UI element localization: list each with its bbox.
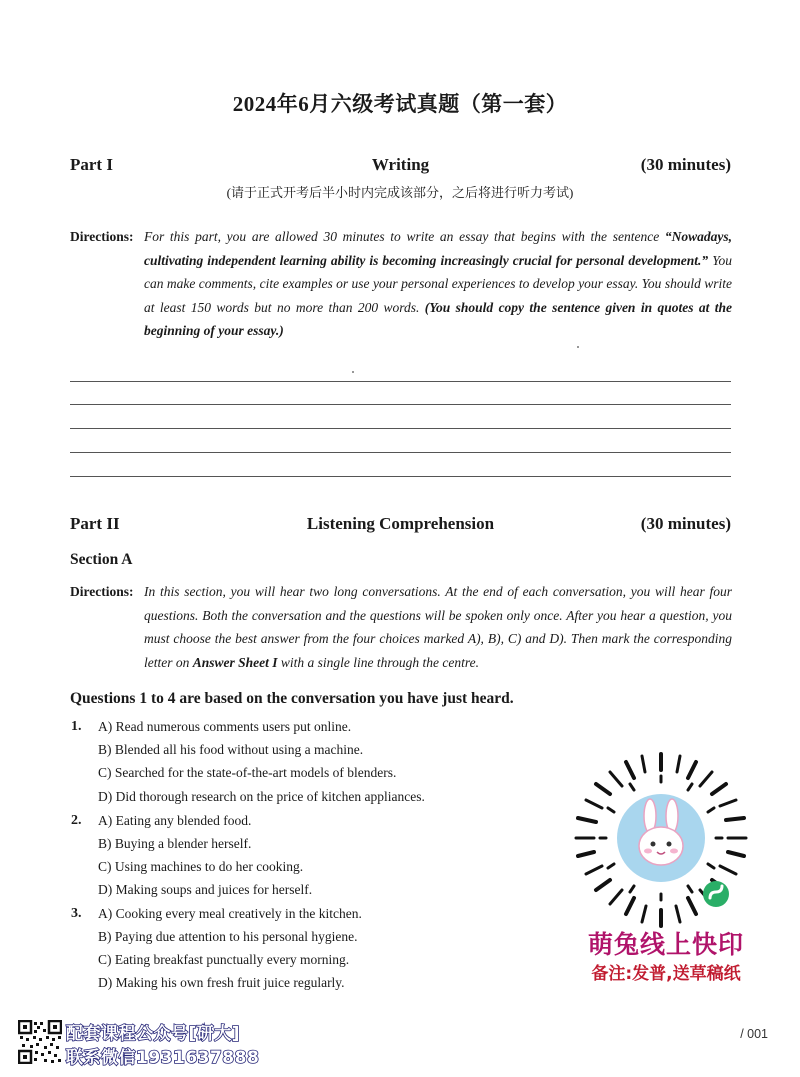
promo-note: 备注:发普,送草稿纸 (591, 964, 741, 984)
writing-line (70, 381, 731, 382)
question-option: B) Blended all his food without using a machine. (98, 742, 364, 757)
part1-header (70, 155, 731, 179)
part2-header (70, 514, 731, 538)
part2-directions (144, 580, 732, 674)
writing-line (70, 404, 731, 405)
question-option: B) Buying a blender herself. (98, 836, 252, 851)
mini-program-code-icon (568, 748, 754, 934)
part1-note: (请于正式开考后半小时内完成该部分，之后将进行听力考试) (226, 185, 574, 200)
footer-wechat-contact: 联系微信1931637888 (66, 1048, 260, 1068)
questions-heading: Questions 1 to 4 are based on the conversation you have just heard. (70, 690, 514, 707)
question-option: C) Eating breakfast punctually every morning. (98, 952, 350, 967)
part2-directions-text-2: with a single line through the centre. (277, 654, 480, 670)
question-option: D) Did thorough research on the price of kitchen appliances. (98, 789, 425, 804)
question-option: C) Using machines to do her cooking. (98, 859, 304, 874)
question-number: 3. (71, 906, 82, 921)
part2-label: Part II (70, 514, 120, 533)
section-title: Section A (70, 551, 133, 568)
writing-line (70, 476, 731, 477)
writing-line (70, 428, 731, 429)
part1-directions-quote: “Nowadays, cultivating independent learning ability is becoming increasingly crucial for personal development.” (144, 229, 732, 268)
part2-directions-bold: Answer Sheet I (192, 654, 278, 670)
part1-directions (144, 225, 732, 343)
question-number: 2. (71, 813, 82, 828)
part1-name: Writing (371, 155, 430, 174)
footer-qr-code[interactable] (18, 1020, 62, 1064)
question-option: A) Cooking every meal creatively in the kitchen. (98, 906, 362, 921)
part1-directions-text-2: You can make comments, cite examples or use your personal experiences to develop your essay. You should write at least 150 words but no more than 200 words. (144, 252, 732, 315)
part2-directions-label: Directions: (70, 584, 134, 599)
part1-directions-bold: (You should copy the sentence given in quotes at the beginning of your essay.) (144, 299, 732, 338)
question-option: C) Searched for the state-of-the-art models of blenders. (98, 765, 397, 780)
page-number: / 001 (740, 1027, 768, 1041)
part1-directions-text-1: For this part, you are allowed 30 minutes to write an essay that begins with the sentence (144, 229, 665, 244)
footer-course-account: 配套课程公众号[研大] (66, 1024, 241, 1044)
question-option: D) Making his own fresh fruit juice regularly. (98, 975, 345, 990)
part2-name: Listening Comprehension (306, 514, 495, 533)
question-option: D) Making soups and juices for herself. (98, 882, 313, 897)
writing-line (70, 452, 731, 453)
promo-title: 萌兔线上快印 (587, 930, 744, 959)
question-option: B) Paying due attention to his personal hygiene. (98, 929, 358, 944)
page-title: 2024年6月六级考试真题（第一套） (232, 92, 568, 116)
question-option: A) Read numerous comments users put online. (98, 719, 352, 734)
part1-time: (30 minutes) (640, 155, 731, 174)
part2-time: (30 minutes) (640, 514, 731, 533)
mini-program-code[interactable] (568, 748, 754, 934)
qr-code-icon (18, 1020, 62, 1064)
part1-directions-label: Directions: (70, 229, 134, 244)
part2-directions-text-1: In this section, you will hear two long conversations. At the end of each conversation, you will hear four questions. Both the conversation and the questions will be spoken only once. After you hear a question, you must choose the best answer from the four choices marked A), B), C) and D). Then mark the corresponding letter on (144, 584, 732, 670)
scan-speck (352, 371, 354, 373)
question-option: A) Eating any blended food. (98, 813, 252, 828)
part1-label: Part I (70, 155, 113, 174)
question-number: 1. (71, 719, 82, 734)
scan-speck (577, 346, 579, 348)
